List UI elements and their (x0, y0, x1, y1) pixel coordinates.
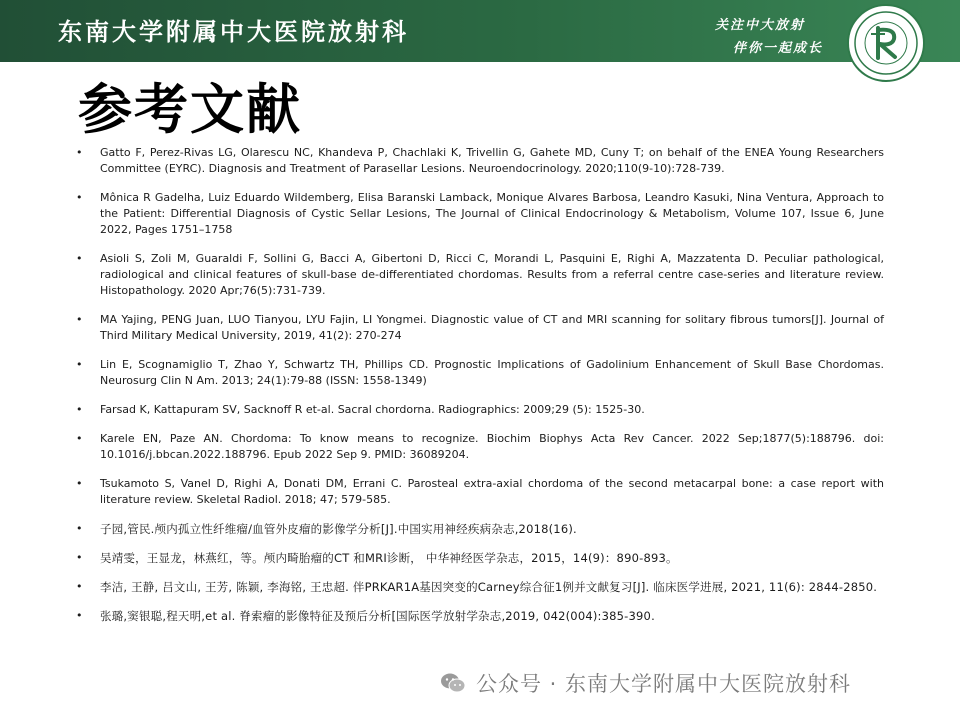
wechat-icon (440, 672, 466, 694)
logo-emblem-icon (849, 6, 923, 80)
reference-item: • Mônica R Gadelha, Luiz Eduardo Wildemberg, Elisa Baranski Lamback, Monique Alvares Barbosa, Leandro Kasuki, Nina Ventura, Approach to the Patient: Differential Diagnosis of Cystic Sellar Lesions, The Journal of Clinical Endocrinology & Metabolism, Volume 107, Issue 6, June 2022, Pages 1751–1758 (76, 190, 884, 238)
reference-item: • Karele EN, Paze AN. Chordoma: To know means to recognize. Biochim Biophys Acta Rev Cancer. 2022 Sep;1877(5):188796. doi: 10.1016/j.bbcan.2022.188796. Epub 2022 Sep 9. PMID: 36089204. (76, 431, 884, 463)
watermark-text: 公众号 · 东南大学附属中大医院放射科 (476, 672, 852, 696)
hospital-logo (847, 4, 925, 82)
reference-item: • Farsad K, Kattapuram SV, Sacknoff R et-al. Sacral chordorna. Radiographics: 2009;29 (5): 1525-30. (76, 402, 884, 418)
reference-item: • Gatto F, Perez-Rivas LG, Olarescu NC, Khandeva P, Chachlaki K, Trivellin G, Gahete MD, Cuny T; on behalf of the ENEA Young Researchers Committee (EYRC). Diagnosis and Treatment of Parasellar Lesions. Neuroendocrinology. 2020;110(9-10):728-739. (76, 145, 884, 177)
reference-item: • 张璐,窦银聪,程天明,et al. 脊索瘤的影像特征及预后分析[国际医学放射学杂志,2019, 042(004):385-390. (76, 608, 884, 624)
reference-item: • 子园,管民.颅内孤立性纤维瘤/血管外皮瘤的影像学分析[J].中国实用神经疾病杂志,2018(16). (76, 521, 884, 537)
watermark (440, 667, 851, 699)
reference-item: • Asioli S, Zoli M, Guaraldi F, Sollini G, Bacci A, Gibertoni D, Ricci C, Morandi L, Pasquini E, Righi A, Mazzatenta D. Peculiar pathological, radiological and clinical features of skull-base de-differentiated chordomas. Results from a referral centre case-series and literature review. Histopathology. 2020 Apr;76(5):731-739. (76, 251, 884, 299)
reference-item: • 李洁, 王静, 吕文山, 王芳, 陈颖, 李海铭, 王忠超. 伴PRKAR1A基因突变的Carney综合征1例并文献复习[J]. 临床医学进展, 2021, 11(6): 2844-2850. (76, 579, 884, 595)
header-banner (0, 0, 960, 62)
reference-item: • Tsukamoto S, Vanel D, Righi A, Donati DM, Errani C. Parosteal extra-axial chordoma of the second metacarpal bone: a case report with literature review. Skeletal Radiol. 2018; 47; 579-585. (76, 476, 884, 508)
reference-item: • MA Yajing, PENG Juan, LUO Tianyou, LYU Fajin, LI Yongmei. Diagnostic value of CT and MRI scanning for solitary fibrous tumors[J]. Journal of Third Military Medical University, 2019, 41(2): 270-274 (76, 312, 884, 344)
reference-list (76, 145, 884, 637)
slogan-line-1: 关注中大放射 (715, 18, 806, 33)
header-title: 东南大学附属中大医院放射科 (58, 17, 409, 46)
reference-item: • 吴靖雯，王显龙，林燕红，等。颅内畸胎瘤的CT 和MRI诊断， 中华神经医学杂志，2015，14(9)：890-893。 (76, 550, 884, 566)
slogan-line-2: 伴你一起成长 (733, 41, 824, 56)
page-title: 参考文献 (78, 78, 302, 141)
reference-item: • Lin E, Scognamiglio T, Zhao Y, Schwartz TH, Phillips CD. Prognostic Implications of Gadolinium Enhancement of Skull Base Chordomas. Neurosurg Clin N Am. 2013; 24(1):79-88 (ISSN: 1558-1349) (76, 357, 884, 389)
